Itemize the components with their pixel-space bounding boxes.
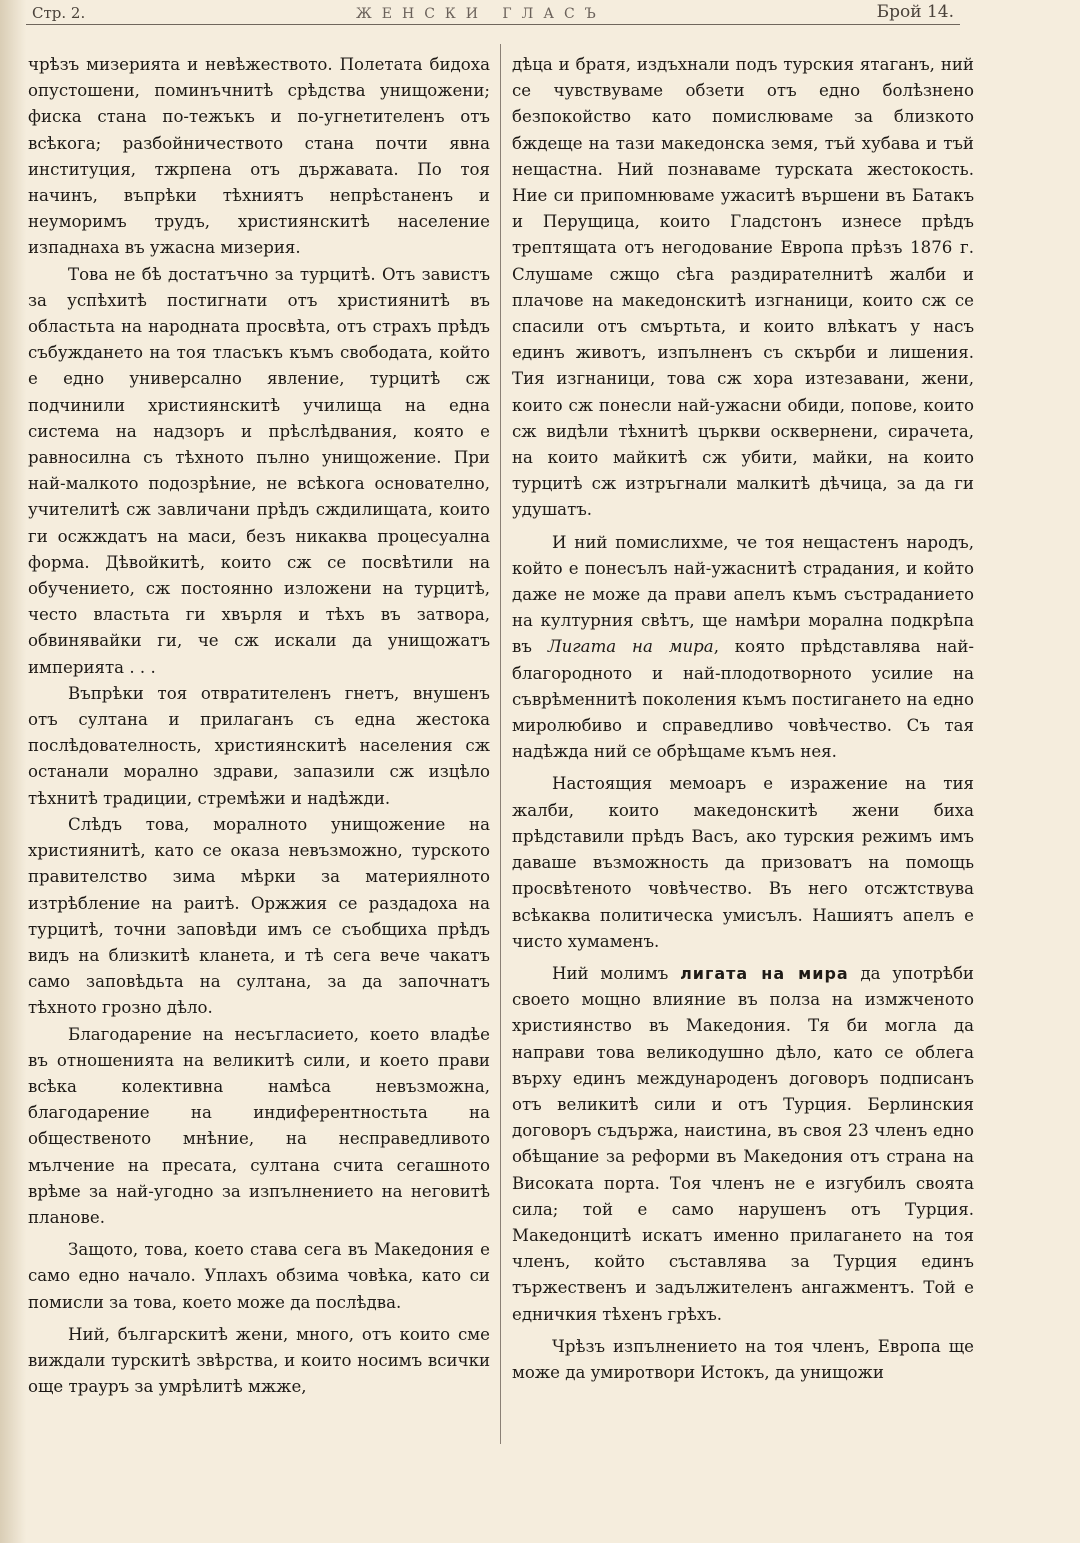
paragraph (512, 961, 974, 1328)
text-run: да употрѣби своето мощно влияние въ полза на измжченото християнство въ Македония. Тя би могла да направи това великодушно дѣло, като се облега върху единъ международенъ договоръ подписанъ отъ великитѣ сили и отъ Турция. Берлинския договоръ съдържа, наистина, въ своя 23 членъ едно обѣщание за реформи въ Македония отъ страна на Високата порта. Тоя членъ не е изгубилъ своята сила; той е само нарушенъ отъ Турция. Македонцитѣ искатъ именно прилагането на тоя членъ, който съставлява за Турция единъ тържественъ и задължителенъ ангажментъ. Той е едничкия тѣхенъ грѣхъ. (512, 963, 974, 1324)
paragraph: Въпрѣки тоя отвратителенъ гнетъ, внушенъ отъ султана и прилаганъ съ една жестока послѣдователность, християнскитѣ населения сж останали морално здрави, запазили сж изцѣло тѣхнитѣ традиции, стремѣжи и надѣжди. (28, 683, 490, 808)
paragraph: Слѣдъ това, моралното унищожение на християнитѣ, като се оказа невъзможно, турското правителство зима мѣрки за материялното изтрѣбление на раитѣ. Оржжия се раздадоха на турцитѣ, точни заповѣди имъ се съобщиха прѣдъ видъ на близкитѣ кланета, и тѣ сега вече чакатъ само заповѣдьта на султана, за да започнатъ тѣхното грозно дѣло. (28, 814, 490, 1018)
newspaper-title: ЖЕНСКИ ГЛАСЪ (356, 6, 606, 22)
column-divider (500, 44, 501, 1444)
page-number: Стр. 2. (32, 4, 86, 22)
text-run: И ний помислихме, че тоя нещастенъ народъ, който е понесълъ най-ужаснитѣ страдания, и който даже не може да прави апелъ къмъ състраданието на културния свѣтъ, ще намѣри морална подкрѣпа въ (512, 532, 974, 657)
text-run: , която прѣдставлява най-благородното и най-плодотворното усилие на съврѣменнитѣ поколения къмъ постигането на едно миролюбиво и справедливо човѣчество. Съ тая надѣжда ний се обрѣщаме къмъ нея. (512, 637, 974, 762)
page-header (26, 0, 960, 25)
paragraph: дѣца и братя, издъхнали подъ турския ятаганъ, ний се чувствуваме обзети отъ едно болѣзнено безпокойство като помислюваме за близкото бждеще на тази македонска земя, тъй хубава и тъй нещастна. Ний познаваме турската жестокость. Ние си припомнюваме ужаситѣ вършени въ Батакъ и Перущица, които Гладстонъ изнесе прѣдъ трептящата отъ негодование Европа прѣзъ 1876 г. Слушаме сжщо сѣга раздирателнитѣ жалби и плачове на македонскитѣ изгнаници, които сж се спасили отъ смъртьта, и които влѣкатъ у насъ единъ животъ, изпълненъ съ скърби и лишения. Тия изгнаници, това сж хора изтезавани, жени, които сж понесли най-ужасни обиди, попове, които сж видѣли тѣхнитѣ църкви осквернени, сирачета, на които майкитѣ сж убити, майки, на които турцитѣ сж изтръгнали малкитѣ дѣчица, за да ги удушатъ. (512, 55, 974, 520)
paragraph: чрѣзъ мизерията и невѣжеството. Полетата бидоха опустошени, поминъчнитѣ срѣдства унищожени; фиска стана по-тежъкъ и по-угнетителенъ отъ всѣкога; разбойничеството стана почти явна институция, тжрпена отъ държавата. По тоя начинъ, въпрѣки тѣхниятъ непрѣстаненъ и неуморимъ трудъ, християнскитѣ население изпаднаха въ ужасна мизерия. (28, 55, 490, 258)
left-column (28, 52, 490, 1400)
page-edge-shadow (0, 0, 26, 1543)
issue-number: Брой 14. (876, 2, 954, 22)
paragraph: Това не бѣ достатъчно за турцитѣ. Отъ завистъ за успѣхитѣ постигнати отъ християнитѣ въ областьта на народната просвѣта, отъ страхъ прѣдъ събуждането на тоя тласъкъ къмъ свободата, който е едно универсално явление, турцитѣ сж подчинили християнскитѣ училища на една система на надзоръ и прѣслѣдвания, която е равносилна съ тѣхното пълно унищожение. При най-малкото подозрѣние, не всѣкога основателно, учителитѣ сж завличани прѣдъ сждилищата, които ги осжждатъ на маси, безъ никаква процесуална форма. Дѣвойкитѣ, които сж се посвѣтили на обучението, сж постоянно изложени на турцитѣ, често властьта ги хвърля и тѣхъ въ затвора, обвинявайки ги, че сж искали да унищожатъ империята . . . (28, 264, 490, 677)
text-run: Ний молимъ (552, 963, 681, 983)
paragraph (512, 530, 974, 766)
league-name-italic: Лигата на мира (547, 637, 714, 657)
right-column (512, 52, 974, 1386)
league-name-bold: лигата на мира (680, 963, 849, 983)
paragraph: Защото, това, което става сега въ Македония е само едно начало. Уплахъ обзима човѣка, като си помисли за това, което може да послѣдва. (28, 1240, 490, 1312)
paragraph: Ний, българскитѣ жени, много, отъ които сме виждали турскитѣ звѣрства, и които носимъ всички още трауръ за умрѣлитѣ мжже, (28, 1324, 490, 1397)
paragraph: Чрѣзъ изпълнението на тоя членъ, Европа ще може да умиротвори Истокъ, да унищожи (512, 1336, 974, 1382)
paragraph: Настоящия мемоаръ е изражение на тия жалби, които македонскитѣ жени биха прѣдставили прѣдъ Васъ, ако турския режимъ имъ даваше възможность да призоватъ на помощь просвѣтеното човѣчество. Въ него отсжтствува всѣкаква политическа умисълъ. Нашиятъ апелъ е чисто хумаменъ. (512, 774, 974, 951)
paragraph: Благодарение на несъгласието, което владѣе въ отношенията на великитѣ сили, и което прави всѣка колективна намѣса невъзможна, благодарение на индиферентностьта на общественото мнѣние, на несправедливото мълчение на пресата, султана счита сегашното врѣме за най-угодно за изпълнението на неговитѣ планове. (28, 1024, 490, 1227)
